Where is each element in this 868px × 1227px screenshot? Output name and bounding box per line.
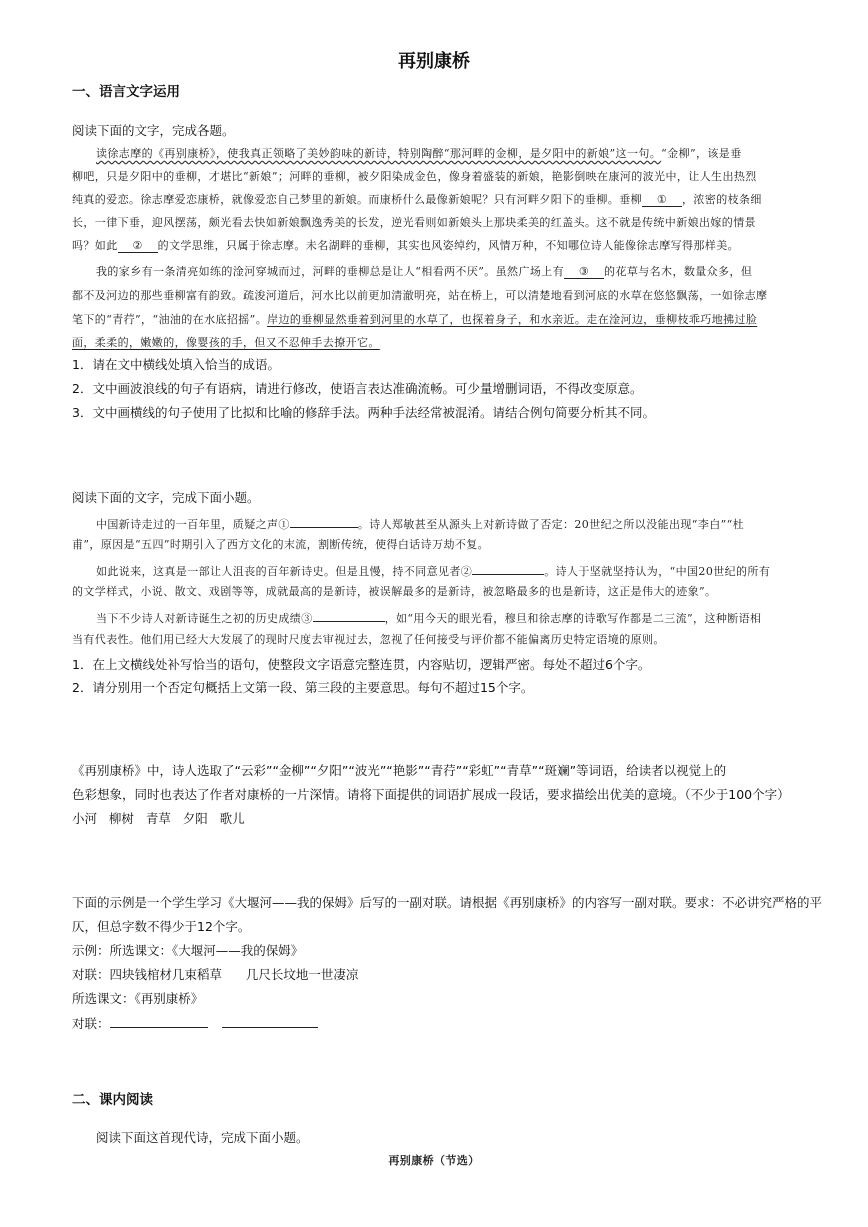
passage1-line-1-rest: “金柳”，该是垂 (661, 147, 742, 160)
passage2-line-5-a: 当下不少诗人对新诗诞生之初的历史成绩③ (96, 612, 313, 625)
question-1-3: 3．文中画横线的句子使用了比拟和比喻的修辞手法。两种手法经常被混淆。请结合例句简要分析其不同。 (72, 405, 655, 420)
passage2-line-1-b: 。诗人郑敏甚至从源头上对新诗做了否定：20世纪之所以没能出现“李白”“杜 (357, 518, 745, 531)
blank-p2-1[interactable] (290, 513, 358, 528)
passage2-line-1 (96, 513, 744, 532)
couplet-label: 对联： (72, 1016, 110, 1031)
question-2-2: 2．请分别用一个否定句概括上文第一段、第三段的主要意思。每句不超过15个字。 (72, 680, 534, 695)
passage1-line-8-a: 笔下的“青荇”，“油油的在水底招摇”。 (72, 313, 268, 326)
underlined-sentence-part-1: 岸边的垂柳显然垂着到河里的水草了，也探着身子，和水亲近。走在淦河边，垂柳枝乖巧地拂过脸 (267, 313, 758, 326)
blank-p2-2[interactable] (472, 560, 544, 575)
passage2-line-6: 当有代表性。他们用已经大大发展了的现时尺度去审视过去，忽视了任何接受与评价都不能偏离历史特定语境的原则。 (72, 633, 665, 646)
question-2-1: 1．在上文横线处补写恰当的语句，使整段文字语意完整连贯，内容贴切，逻辑严密。每处不超过6个字。 (72, 657, 651, 672)
passage2-line-2: 甫”，原因是“五四”时期引入了西方文化的末流，割断传统，使得白话诗万劫不复。 (72, 538, 490, 551)
example-text: 示例：所选课文：《大堰河——我的保姆》 (72, 943, 304, 958)
passage1-line-4: 长，一律下垂，迎风摆荡，颇光看去快如新娘飘逸秀美的长发，逆光看则如新娘头上那块柔美的红盖头。这不就是传统中新娘出嫁的情景 (72, 216, 756, 229)
underlined-sentence-part-2: 面，柔柔的，嫩嫩的，像婴孩的手，但又不忍伸手去撩开它。 (72, 336, 380, 349)
blank-2[interactable]: ② (118, 239, 158, 253)
passage1-line-3 (72, 191, 762, 207)
blank-p2-3[interactable] (313, 607, 385, 622)
passage1-line-6 (96, 263, 752, 279)
expansion-prompt-line-1: 《再别康桥》中，诗人选取了“云彩”“金柳”“夕阳”“波光”“艳影”“青荇”“彩虹”“青草”“斑斓”等词语，给读者以视觉上的 (72, 763, 727, 778)
passage2-line-3-b: 。诗人于坚就坚持认为，“中国20世纪的所有 (544, 565, 771, 578)
wavy-sentence: 读徐志摩的《再别康桥》，使我真正领略了美妙韵味的新诗，特别陶醉“那河畔的金柳，是夕阳中的新娘”这一句。 (96, 147, 662, 160)
passage2-line-5 (96, 607, 761, 626)
word-list: 小河 柳树 青草 夕阳 歌儿 (72, 811, 245, 826)
couplet-answer-blank-2[interactable] (222, 1013, 318, 1028)
expansion-prompt-line-2: 色彩想象，同时也表达了作者对康桥的一片深情。请将下面提供的词语扩展成一段话，要求描绘出优美的意境。（不少于100个字） (72, 787, 790, 802)
section-heading-2: 二、课内阅读 (72, 1092, 153, 1108)
passage1-line-7: 都不及河边的那些垂柳富有韵致。疏浚河道后，河水比以前更加清澈明亮，站在桥上，可以清楚地看到河底的水草在悠悠飘荡，一如徐志摩 (72, 289, 768, 302)
passage1-line-6-a: 我的家乡有一条清亮如练的淦河穿城而过，河畔的垂柳总是让人“相看两不厌”。虽然广场上有 (96, 265, 565, 278)
poem-title: 再别康桥（节选） (388, 1154, 480, 1167)
question-1-1: 1．请在文中横线处填入恰当的成语。 (72, 357, 280, 372)
section-heading-1: 一、语言文字运用 (72, 84, 180, 100)
passage1-line-2: 柳吧，只是夕阳中的垂柳，才堪比“新娘”；河畔的垂柳，被夕阳染成金色，像身着盛装的新娘，艳影倒映在康河的波光中，让人生出热烈 (72, 170, 757, 183)
passage1-line-9 (72, 334, 380, 350)
passage1-line-5 (72, 237, 739, 253)
couplet-prompt-line-1: 下面的示例是一个学生学习《大堰河——我的保姆》后写的一副对联。请根据《再别康桥》的内容写一副对联。要求：不必讲究严格的平 (72, 895, 823, 910)
question-1-2: 2．文中画波浪线的句子有语病，请进行修改，使语言表达准确流畅。可少量增删词语，不得改变原意。 (72, 381, 643, 396)
selected-text: 所选课文：《再别康桥》 (72, 991, 204, 1006)
page-title: 再别康桥 (398, 51, 470, 72)
passage2-intro: 阅读下面的文字，完成下面小题。 (72, 490, 260, 505)
poem-intro: 阅读下面这首现代诗，完成下面小题。 (96, 1130, 309, 1145)
example-couplet: 对联：四块钱棺材几束稻草 几尺长坟地一世凄凉 (72, 967, 359, 982)
passage2-line-3 (96, 560, 770, 579)
blank-3[interactable]: ③ (564, 265, 604, 279)
passage1-line-5-a: 吗？如此 (72, 239, 118, 252)
blank-1[interactable]: ① (642, 193, 682, 207)
couplet-answer-row (72, 1013, 318, 1032)
passage2-line-3-a: 如此说来，这真是一部让人沮丧的百年新诗史。但是且慢，持不同意见者② (96, 565, 473, 578)
passage1-line-5-b: 的文学思维，只属于徐志摩。未名湖畔的垂柳，其实也风姿绰约，风情万种，不知哪位诗人能像徐志摩写得那样美。 (157, 239, 740, 252)
passage2-line-1-a: 中国新诗走过的一百年里，质疑之声① (96, 518, 290, 531)
passage1-line-1 (96, 145, 742, 161)
couplet-prompt-line-2: 仄，但总字数不得少于12个字。 (72, 919, 251, 934)
passage1-line-8 (72, 311, 757, 327)
passage2-line-4: 的文学样式，小说、散文、戏剧等等，成就最高的是新诗，被误解最多的是新诗，被忽略最多的也是新诗，这正是伟大的迹象”。 (72, 585, 717, 598)
passage1-line-6-b: 的花草与名木，数量众多，但 (604, 265, 753, 278)
couplet-answer-blank-1[interactable] (110, 1013, 208, 1028)
passage1-intro: 阅读下面的文字，完成各题。 (72, 123, 235, 138)
passage1-line-3-text: 纯真的爱恋。徐志摩爱恋康桥，就像爱恋自己梦里的新娘。而康桥什么最像新娘呢？只有河畔夕阳下的垂柳。垂柳 (72, 193, 642, 206)
passage2-line-5-b: ，如“用今天的眼光看，穆旦和徐志摩的诗歌写作都是二三流”，这种断语相 (384, 612, 762, 625)
passage1-line-3-end: ，浓密的枝条细 (682, 193, 762, 206)
